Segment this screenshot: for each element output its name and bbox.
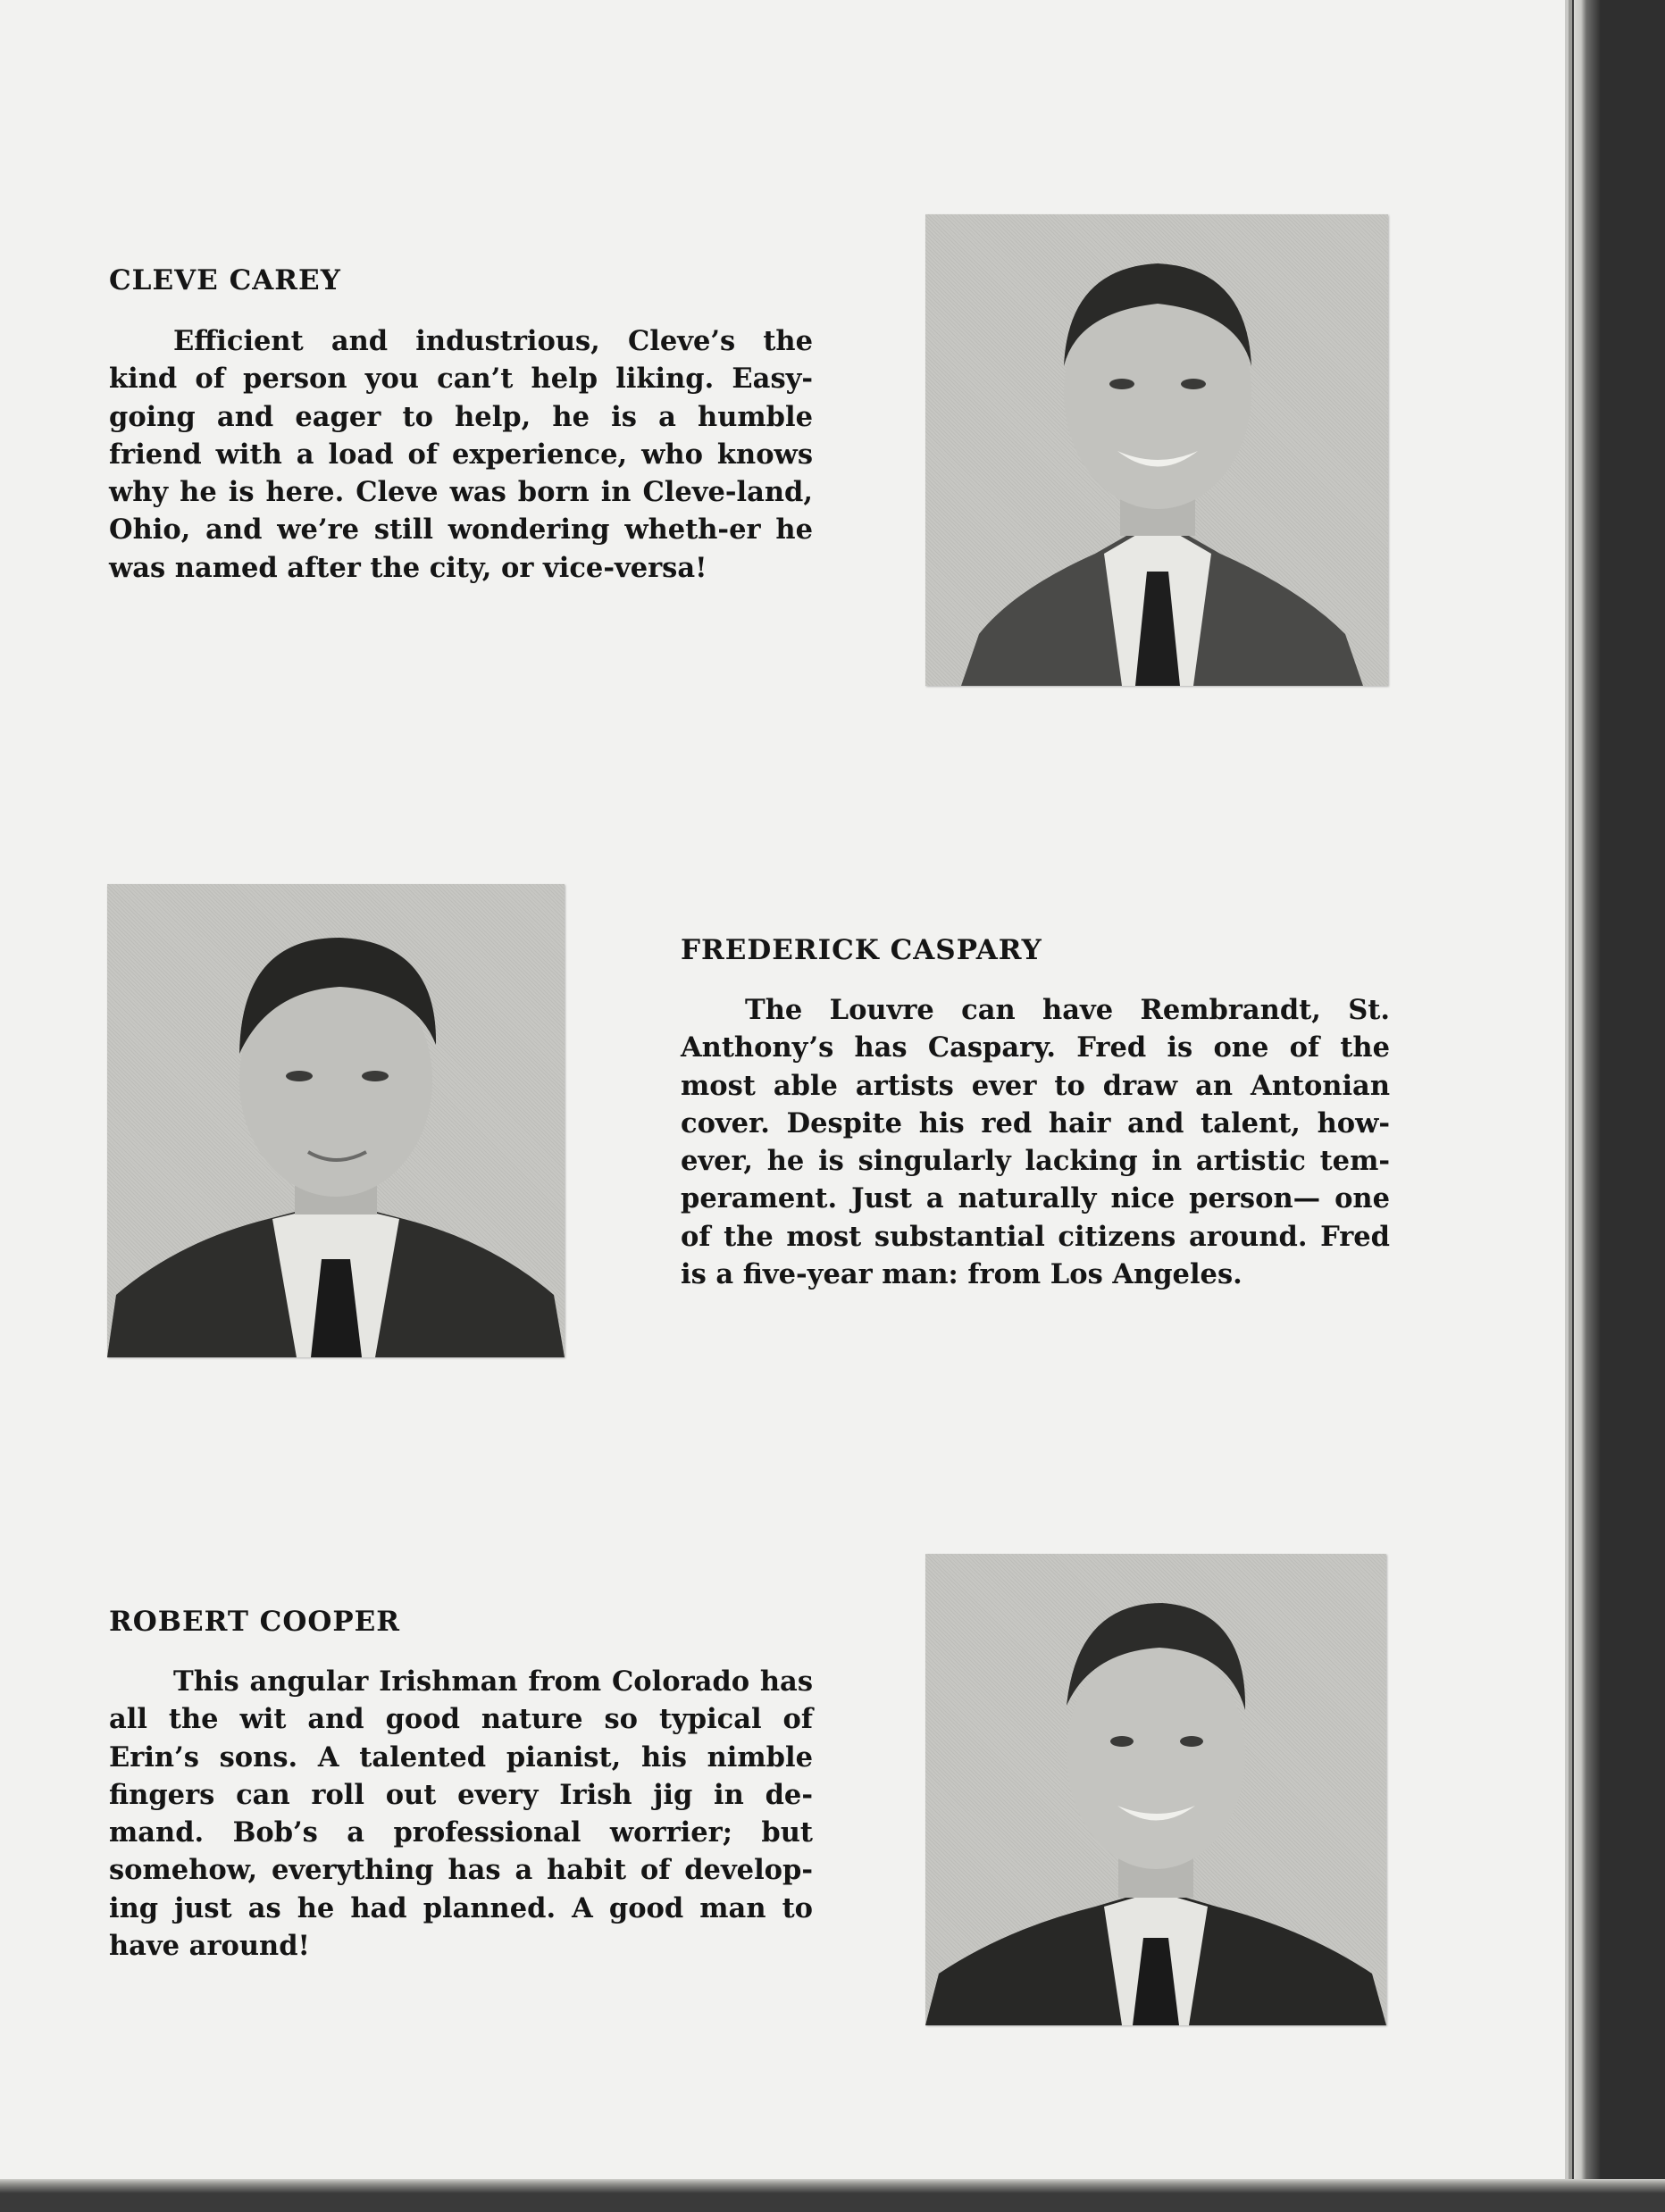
page-edge — [1574, 0, 1665, 2212]
entry-bio: The Louvre can have Rembrandt, St. Anthony’s has Caspary. Fred is one of the most able artists ever to draw an Antonian cover. Despite his red hair and talent, how-ever, he is singularly lacking in artistic tem-perament. Just a naturally nice person— one of the most substantial citizens around. Fred is a five-year man: from Los Angeles. — [681, 994, 1390, 1291]
portrait-photo — [925, 1554, 1386, 2025]
entry-bio: Efficient and industrious, Cleve’s the kind of person you can’t help liking. Easy-going and eager to help, he is a humble friend with a load of experience, who knows why he is here. Cleve was born in Cleve-land, Ohio, and we’re still wondering wheth-er he was named after the city, or vice-versa! — [109, 325, 813, 584]
entry-name: FREDERICK CASPARY — [681, 934, 1042, 966]
portrait-photo — [107, 884, 565, 1357]
entry-name: CLEVE CAREY — [109, 264, 341, 296]
page-edge — [0, 2179, 1665, 2212]
entry-name: ROBERT COOPER — [109, 1606, 401, 1638]
entry-bio: This angular Irishman from Colorado has all the wit and good nature so typical of Erin’s sons. A talented pianist, his nimble fingers can roll out every Irish jig in de-mand. Bob’s a professional worrier; but somehow, everything has a habit of develop-ing just as he had planned. A good man to have around! — [109, 1665, 813, 1963]
portrait-photo — [925, 214, 1388, 686]
